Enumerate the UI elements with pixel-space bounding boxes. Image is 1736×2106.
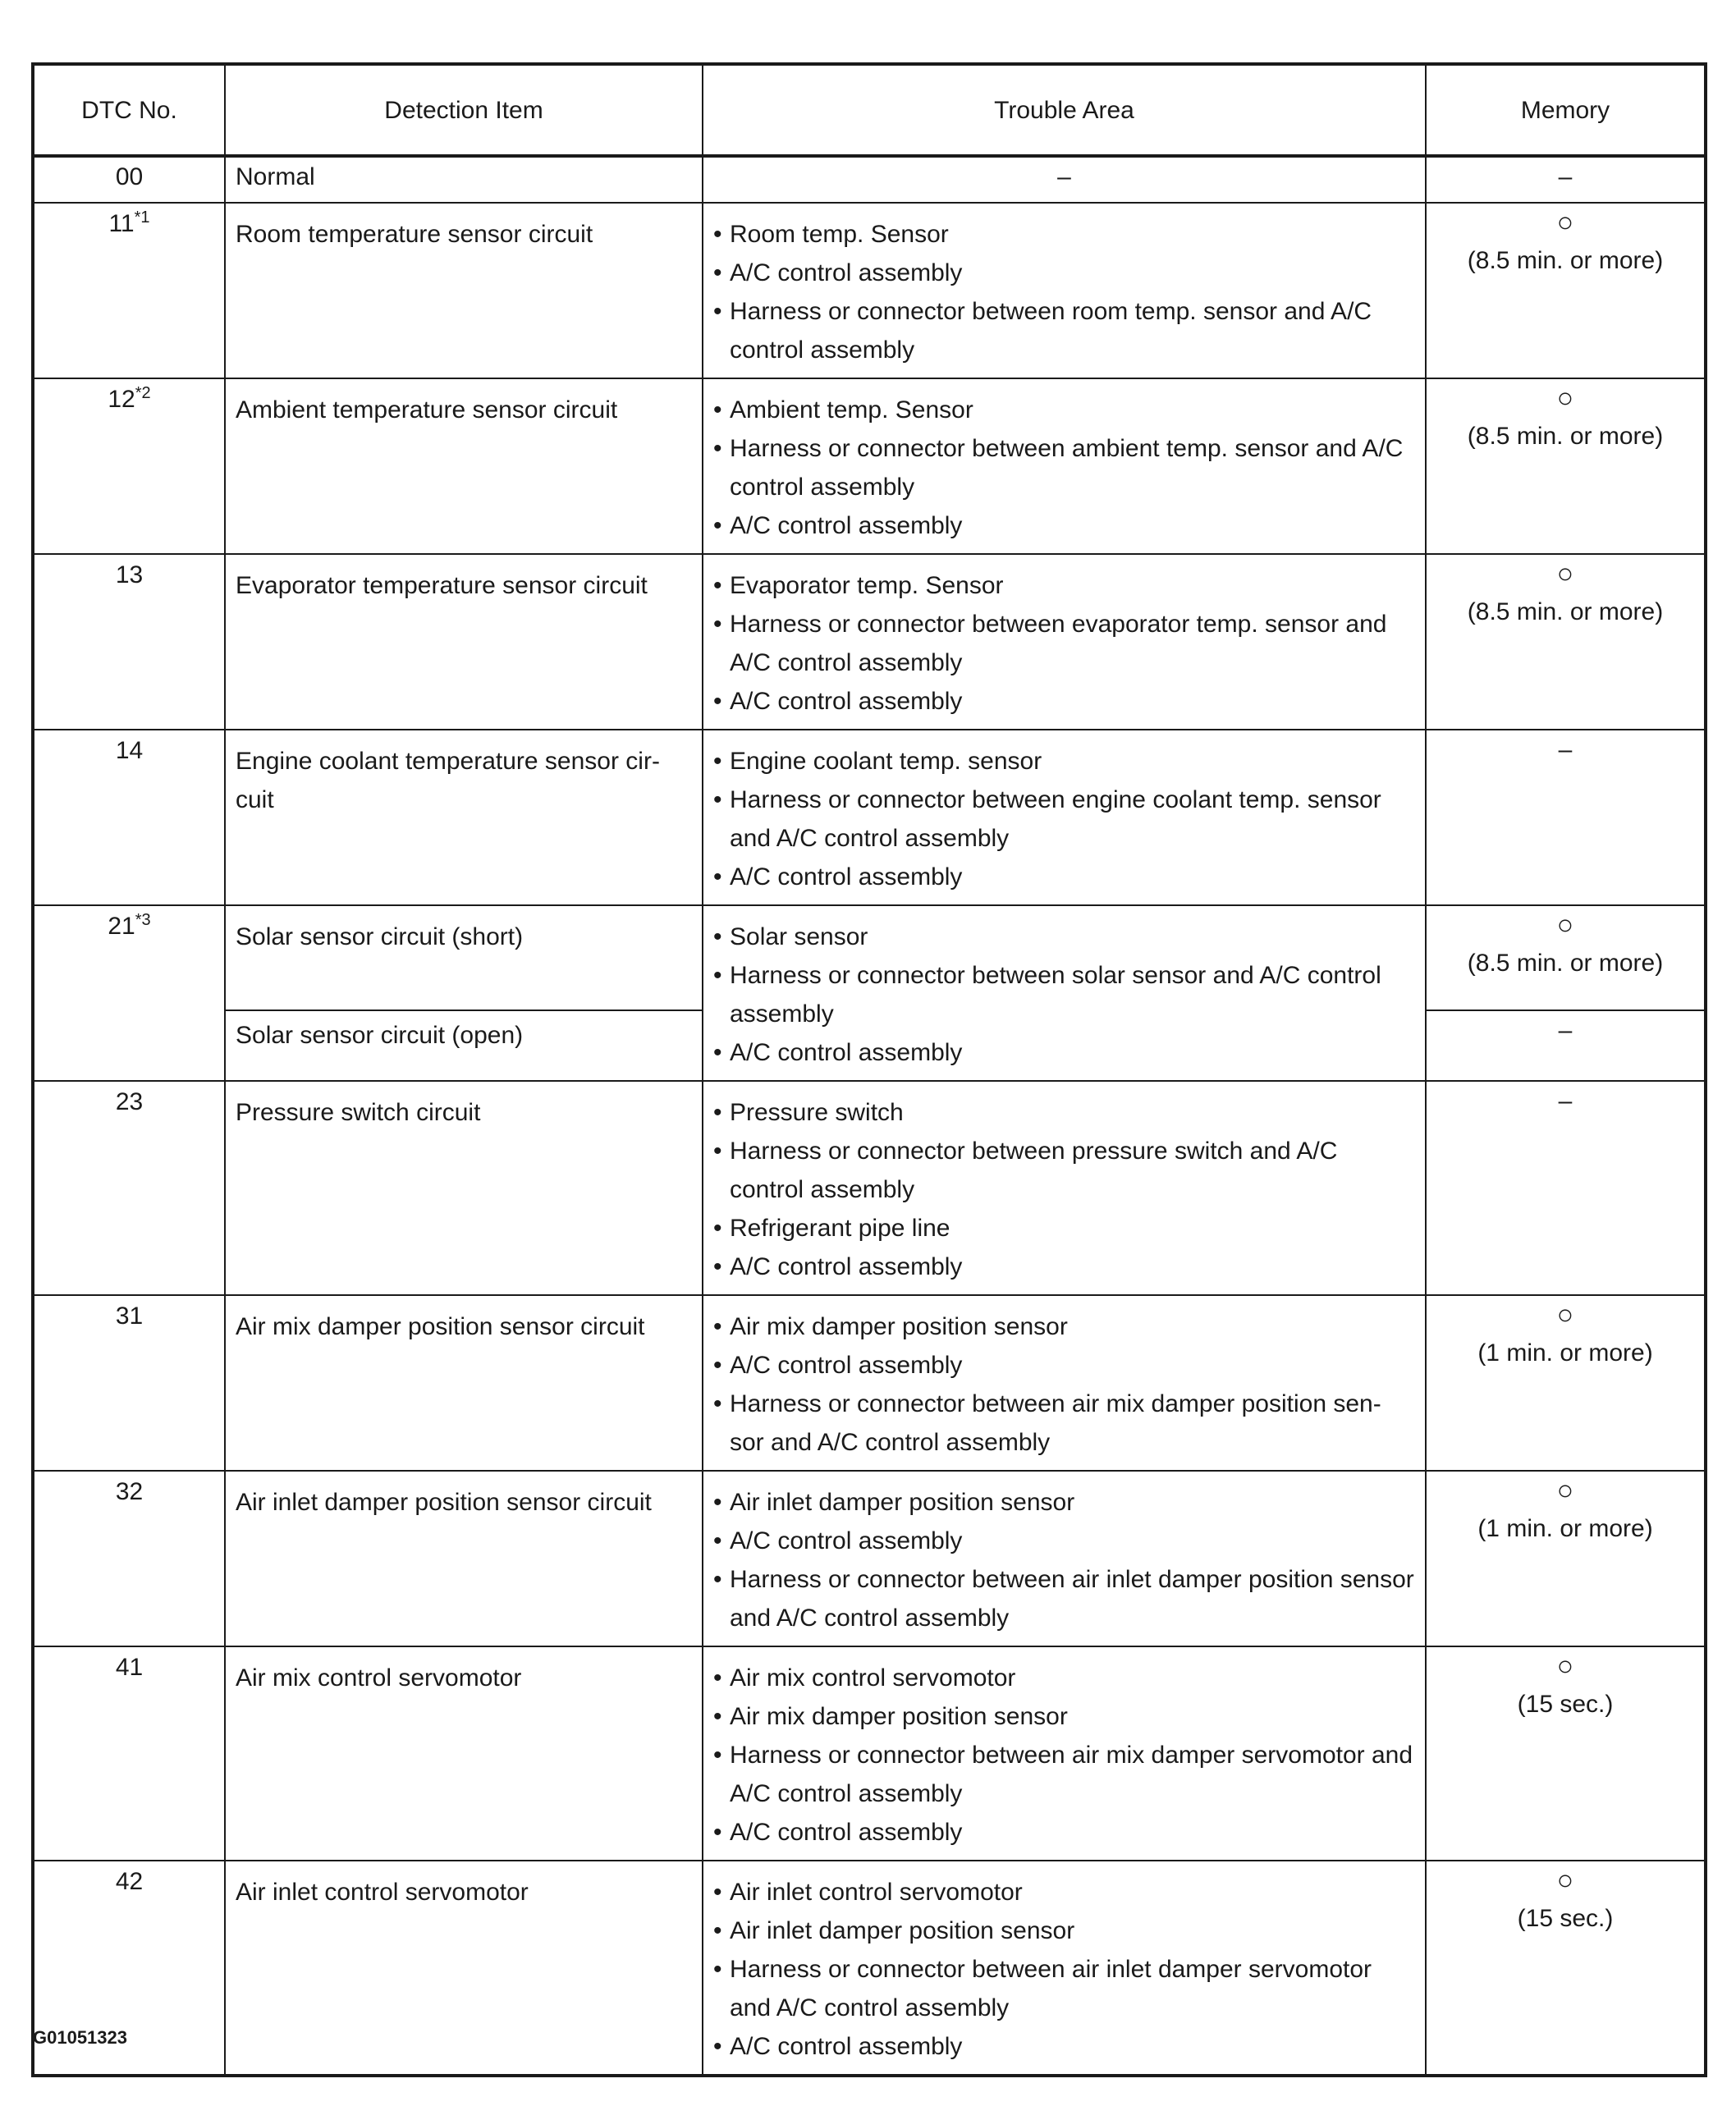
trouble-area: [703, 1081, 1426, 1295]
dtc-code: [33, 1081, 225, 1295]
memory-circle-icon: ○: [1556, 382, 1574, 414]
list-item: • Harness or connector between evaporator temp. sensor and A/C control assembly: [713, 605, 1417, 682]
list-item: • A/C control assembly: [713, 1248, 1417, 1286]
trouble-area-list: [713, 1307, 1417, 1462]
memory-note: (8.5 min. or more): [1467, 247, 1664, 274]
dtc-code-text: 42: [115, 1868, 144, 1895]
memory: [1426, 1081, 1706, 1295]
detection-item: Room temperature sensor circuit: [225, 203, 703, 378]
list-item: • A/C control assembly: [713, 254, 1417, 292]
memory: [1426, 554, 1706, 730]
header-row: [33, 64, 1706, 156]
table-row-13: [33, 554, 1706, 730]
dash: –: [1057, 163, 1071, 190]
dtc-code: [33, 156, 225, 203]
table-row-31: [33, 1295, 1706, 1471]
list-item: • A/C control assembly: [713, 1346, 1417, 1385]
list-item: • Air inlet damper position sensor: [713, 1911, 1417, 1950]
table-row-12: [33, 378, 1706, 554]
detection-item-open: Solar sensor circuit (open): [225, 1010, 703, 1081]
memory: [1426, 730, 1706, 905]
memory: [1426, 1295, 1706, 1471]
list-item: • A/C control assembly: [713, 1522, 1417, 1560]
dtc-code-text: 11: [108, 210, 135, 237]
dtc-code-text: 21: [108, 913, 135, 940]
memory: [1426, 1471, 1706, 1646]
memory-note: (1 min. or more): [1477, 1515, 1653, 1542]
dtc-code-text: 13: [115, 561, 144, 588]
list-item: • Air mix damper position sensor: [713, 1307, 1417, 1346]
table-row-14: [33, 730, 1706, 905]
list-item: • Harness or connector between air inlet damper servomotor and A/C control assembly: [713, 1950, 1417, 2027]
list-item: • Harness or connector between air mix damper servomotor and A/C control assembly: [713, 1736, 1417, 1813]
memory: [1426, 905, 1706, 1010]
header-memory: Memory: [1426, 64, 1706, 156]
list-item: • A/C control assembly: [713, 1813, 1417, 1852]
figure-id: G01051323: [33, 2027, 127, 2048]
detection-item: Evaporator temperature sensor circuit: [225, 554, 703, 730]
dtc-code-text: 31: [115, 1303, 144, 1330]
trouble-area: [703, 554, 1426, 730]
memory: [1426, 1861, 1706, 2076]
list-item: • Air mix damper position sensor: [713, 1697, 1417, 1736]
dtc-code-text: 12: [108, 386, 135, 413]
trouble-area: [703, 203, 1426, 378]
dtc-code: [33, 203, 225, 378]
detection-item: Engine coolant temperature sensor cir- cuit: [225, 730, 703, 905]
dtc-code: [33, 1295, 225, 1471]
header-detection-item: Detection Item: [225, 64, 703, 156]
list-item: • Harness or connector between room temp. sensor and A/C control assembly: [713, 292, 1417, 369]
detection-item: Air inlet control servomotor: [225, 1861, 703, 2076]
memory: [1426, 156, 1706, 203]
trouble-area-list: [713, 566, 1417, 721]
table-row-21-short: [33, 905, 1706, 1010]
trouble-area-list: [713, 1483, 1417, 1637]
memory-circle-icon: ○: [1556, 909, 1574, 941]
footnote-ref: *2: [135, 384, 151, 402]
trouble-area-list: [713, 391, 1417, 545]
dash: –: [1558, 736, 1573, 763]
list-item: • A/C control assembly: [713, 858, 1417, 896]
trouble-area-list: [713, 742, 1417, 896]
header-trouble-area: Trouble Area: [703, 64, 1426, 156]
detection-item-short: Solar sensor circuit (short): [225, 905, 703, 1010]
dtc-table: [31, 62, 1707, 2077]
list-item: • Refrigerant pipe line: [713, 1209, 1417, 1248]
memory-note: (8.5 min. or more): [1467, 423, 1664, 450]
dash: –: [1558, 1017, 1573, 1044]
memory-circle-icon: ○: [1556, 1865, 1574, 1896]
memory-circle-icon: ○: [1556, 1650, 1574, 1682]
detection-item: Air mix damper position sensor circuit: [225, 1295, 703, 1471]
list-item: • Solar sensor: [713, 918, 1417, 956]
memory: [1426, 1646, 1706, 1861]
detection-item: Air mix control servomotor: [225, 1646, 703, 1861]
table-row-41: [33, 1646, 1706, 1861]
list-item: • Harness or connector between pressure switch and A/C control assembly: [713, 1132, 1417, 1209]
list-item: • Air mix control servomotor: [713, 1659, 1417, 1697]
trouble-area-list: [713, 215, 1417, 369]
memory-circle-icon: ○: [1556, 1475, 1574, 1506]
list-item: • Harness or connector between engine coolant temp. sensor and A/C control assembly: [713, 781, 1417, 858]
list-item: • Room temp. Sensor: [713, 215, 1417, 254]
dtc-code-text: 00: [115, 163, 144, 190]
memory-circle-icon: ○: [1556, 558, 1574, 589]
footnote-ref: *3: [135, 911, 151, 929]
list-item: • Pressure switch: [713, 1093, 1417, 1132]
memory: [1426, 203, 1706, 378]
trouble-area: [703, 1861, 1426, 2076]
dtc-code: [33, 730, 225, 905]
dtc-code: [33, 1471, 225, 1646]
list-item: • Air inlet control servomotor: [713, 1873, 1417, 1911]
memory-circle-icon: ○: [1556, 207, 1574, 238]
trouble-area: [703, 730, 1426, 905]
list-item: • Harness or connector between air mix damper position sen- sor and A/C control assembly: [713, 1385, 1417, 1462]
detection-item: Normal: [225, 156, 703, 203]
dtc-code: [33, 554, 225, 730]
trouble-area: [703, 1295, 1426, 1471]
list-item: • Harness or connector between ambient temp. sensor and A/C control assembly: [713, 429, 1417, 506]
trouble-area-list: [713, 918, 1417, 1072]
memory-note: (8.5 min. or more): [1467, 950, 1664, 977]
trouble-area: [703, 156, 1426, 203]
detection-item: Ambient temperature sensor circuit: [225, 378, 703, 554]
table-row-42: [33, 1861, 1706, 2076]
trouble-area: [703, 1471, 1426, 1646]
trouble-area-list: [713, 1093, 1417, 1286]
dtc-code-text: 41: [115, 1654, 144, 1681]
trouble-area: [703, 1646, 1426, 1861]
dtc-code: [33, 1646, 225, 1861]
detection-item: Pressure switch circuit: [225, 1081, 703, 1295]
trouble-area-list: [713, 1873, 1417, 2066]
list-item: • A/C control assembly: [713, 682, 1417, 721]
table-row-00: [33, 156, 1706, 203]
dtc-code-text: 23: [115, 1088, 144, 1115]
dash: –: [1558, 1087, 1573, 1115]
dtc-code: [33, 905, 225, 1081]
dtc-code-text: 14: [115, 737, 144, 764]
memory-note: (15 sec.): [1517, 1905, 1614, 1932]
list-item: • Engine coolant temp. sensor: [713, 742, 1417, 781]
list-item: • Ambient temp. Sensor: [713, 391, 1417, 429]
list-item: • Harness or connector between solar sensor and A/C control assembly: [713, 956, 1417, 1033]
list-item: • Harness or connector between air inlet damper position sensor and A/C control assembly: [713, 1560, 1417, 1637]
memory: [1426, 1010, 1706, 1081]
list-item: • Evaporator temp. Sensor: [713, 566, 1417, 605]
table-row-32: [33, 1471, 1706, 1646]
list-item: • A/C control assembly: [713, 1033, 1417, 1072]
memory: [1426, 378, 1706, 554]
list-item: • A/C control assembly: [713, 506, 1417, 545]
memory-note: (8.5 min. or more): [1467, 598, 1664, 625]
detection-item: Air inlet damper position sensor circuit: [225, 1471, 703, 1646]
table-row-11: [33, 203, 1706, 378]
footnote-ref: *1: [134, 208, 150, 227]
list-item: • A/C control assembly: [713, 2027, 1417, 2066]
dtc-code-text: 32: [115, 1478, 144, 1505]
memory-circle-icon: ○: [1556, 1299, 1574, 1330]
memory-note: (1 min. or more): [1477, 1339, 1653, 1367]
trouble-area-list: [713, 1659, 1417, 1852]
list-item: • Air inlet damper position sensor: [713, 1483, 1417, 1522]
trouble-area: [703, 905, 1426, 1081]
dash: –: [1558, 163, 1573, 190]
header-dtc-no: DTC No.: [33, 64, 225, 156]
table-row-23: [33, 1081, 1706, 1295]
memory-note: (15 sec.): [1517, 1691, 1614, 1718]
trouble-area: [703, 378, 1426, 554]
dtc-code: [33, 378, 225, 554]
